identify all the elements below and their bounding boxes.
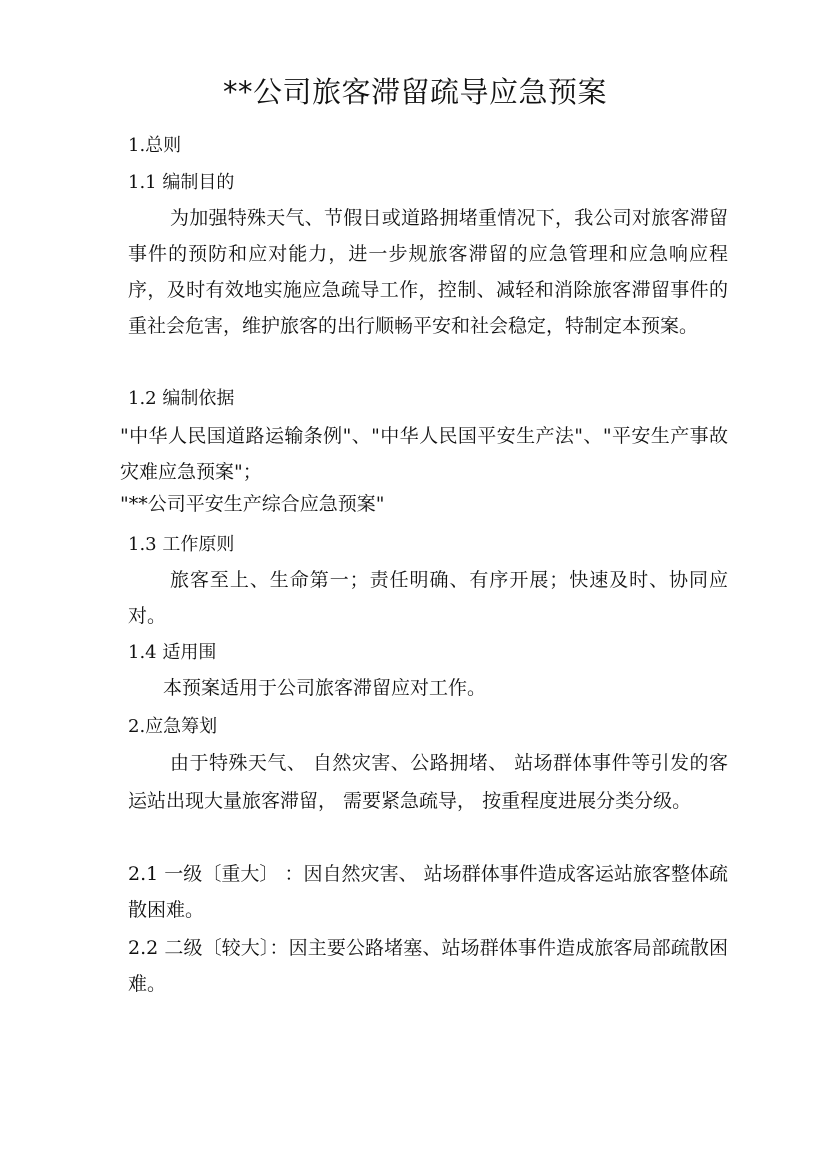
section-1-heading: 1.总则 xyxy=(128,135,182,156)
section-2-2-paragraph: 2.2 二级〔较大〕：因主要公路堵塞、站场群体事件造成旅客局部疏散困难。 xyxy=(128,937,728,995)
section-2-1-paragraph: 2.1 一级〔重大〕 ：因自然灾害、 站场群体事件造成客运站旅客整体疏散困难。 xyxy=(128,863,728,921)
section-1-2-basis-paragraph: "中华人民国道路运输条例"、"中华人民国平安生产法"、"平安生产事故灾难应急预案"； xyxy=(120,425,728,483)
section-2-heading: 2.应急筹划 xyxy=(128,716,218,737)
document-title: **公司旅客滞留疏导应急预案 xyxy=(222,75,607,109)
section-1-4-paragraph: 本预案适用于公司旅客滞留应对工作。 xyxy=(163,677,487,699)
section-2-paragraph: 由于特殊天气、 自然灾害、公路拥堵、 站场群体事件等引发的客运站出现大量旅客滞留， 需要紧急疏导， 按重程度进展分类分级。 xyxy=(128,752,728,812)
section-1-4-heading: 1.4 适用围 xyxy=(128,642,217,663)
section-1-2-basis-line2: "**公司平安生产综合应急预案" xyxy=(120,493,385,515)
section-1-3-heading: 1.3 工作原则 xyxy=(128,534,235,555)
section-1-3-paragraph: 旅客至上、生命第一；责任明确、有序开展；快速及时、协同应对。 xyxy=(128,569,728,627)
section-1-2-heading: 1.2 编制依据 xyxy=(128,388,235,409)
section-1-1-heading: 1.1 编制目的 xyxy=(128,172,235,193)
section-1-1-paragraph: 为加强特殊天气、节假日或道路拥堵重情况下，我公司对旅客滞留事件的预防和应对能力，进一步规旅客滞留的应急管理和应急响应程序，及时有效地实施应急疏导工作，控制、减轻和消除旅客滞留事件的重社会危害，维护旅客的出行顺畅平安和社会稳定，特制定本预案。 xyxy=(128,207,728,337)
